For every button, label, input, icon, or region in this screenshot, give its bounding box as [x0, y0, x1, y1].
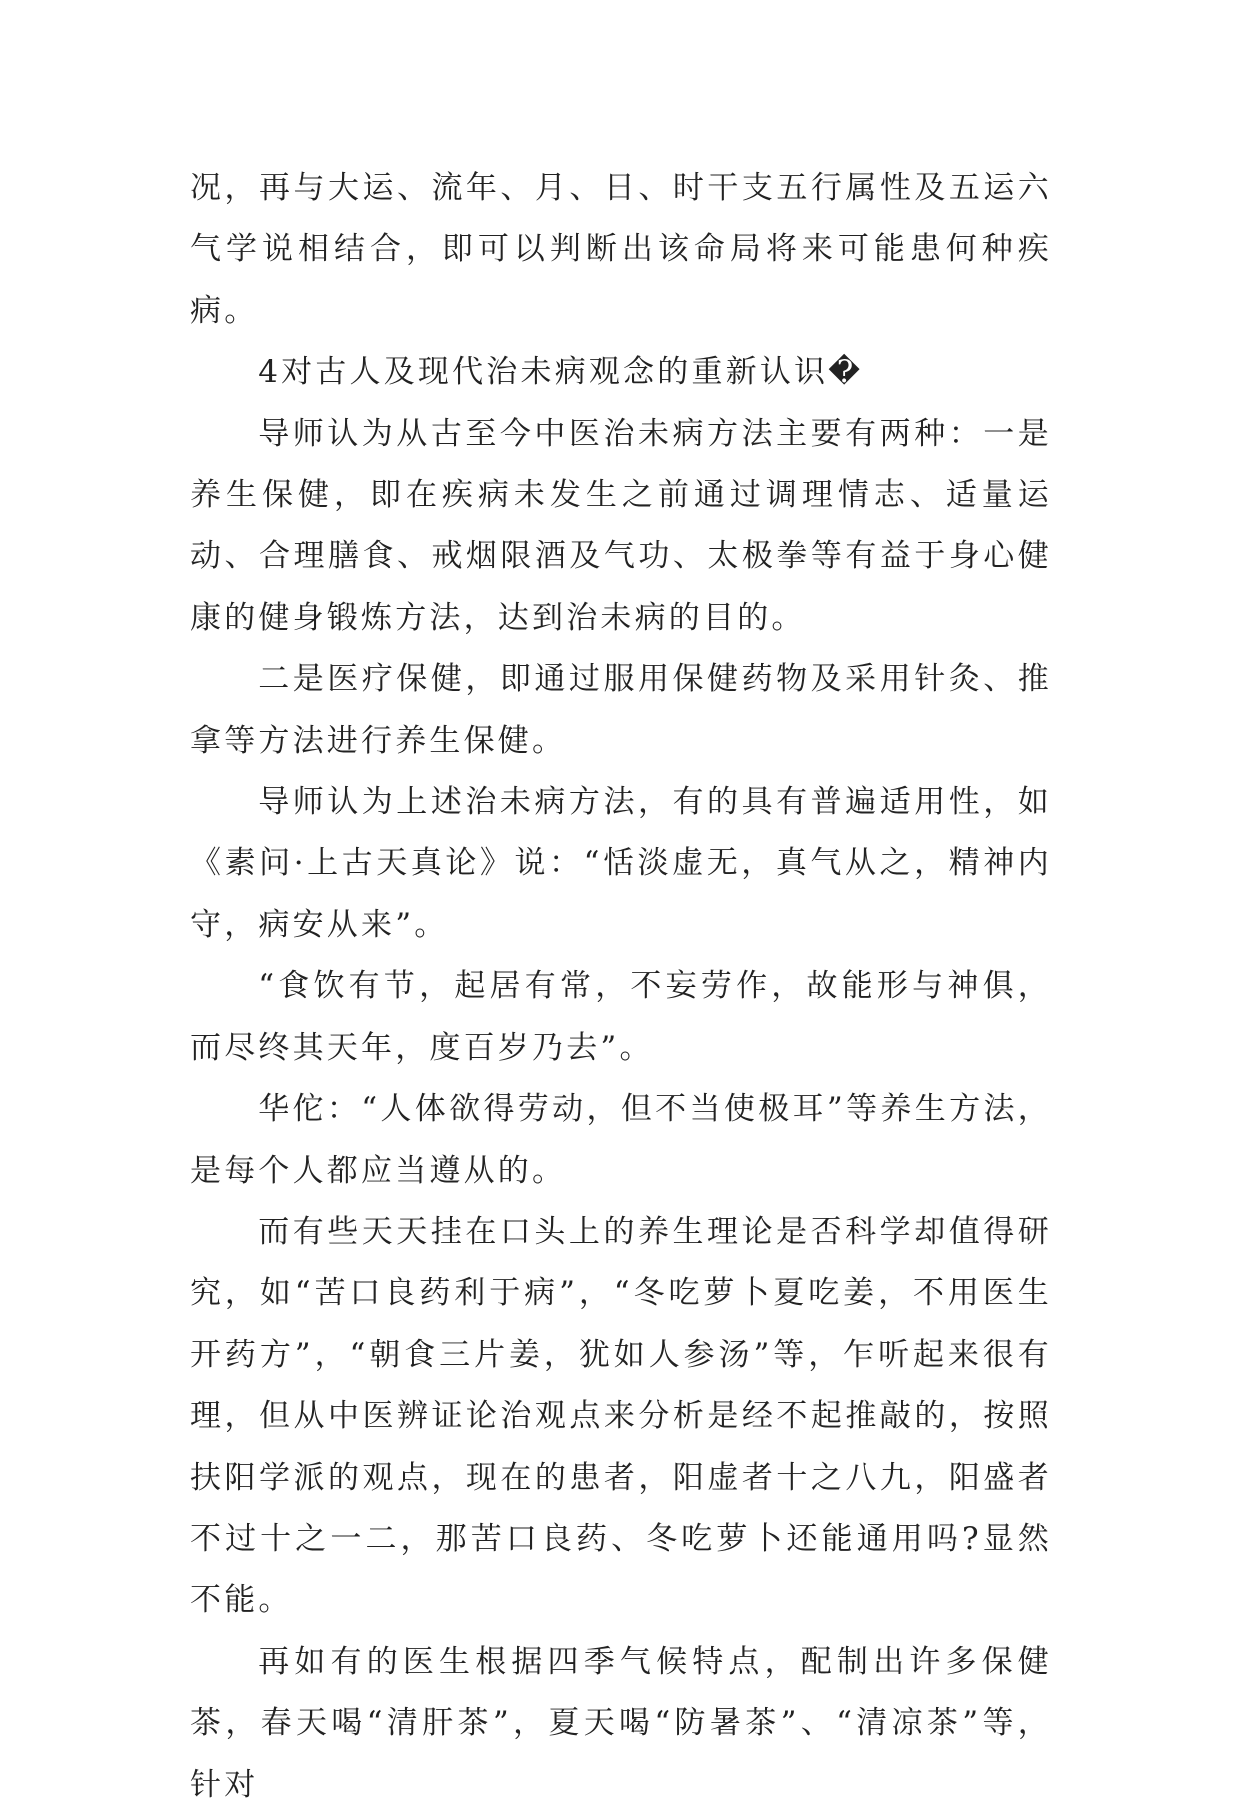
paragraph: 二是医疗保健，即通过服用保健药物及采用针灸、推拿等方法进行养生保健。 — [190, 661, 1052, 759]
paragraph: 导师认为上述治未病方法，有的具有普遍适用性，如《素问·上古天真论》说：“恬淡虚无，真气从之，精神内守，病安从来”。 — [190, 784, 1052, 943]
paragraph: “食饮有节，起居有常，不妄劳作，故能形与神俱，而尽终其天年，度百岁乃去”。 — [190, 968, 1052, 1066]
section-heading: 4对古人及现代治未病观念的重新认识� — [258, 354, 864, 391]
paragraph: 再如有的医生根据四季气候特点，配制出许多保健茶，春天喝“清肝茶”，夏天喝“防暑茶”、“清凉茶”等，针对 — [190, 1643, 1052, 1803]
paragraph: 华佗：“人体欲得劳动，但不当使极耳”等养生方法，是每个人都应当遵从的。 — [190, 1091, 1052, 1189]
paragraph: 而有些天天挂在口头上的养生理论是否科学却值得研究，如“苦口良药利于病”，“冬吃萝卜夏吃姜，不用医生开药方”，“朝食三片姜，犹如人参汤”等，乍听起来很有理，但从中医辨证论治观点来分析是经不起推敲的，按照扶阳学派的观点，现在的患者，阳虚者十之八九，阳盛者不过十之一二，那苦口良药、冬吃萝卜还能通用吗?显然不能。 — [190, 1213, 1052, 1619]
document-body — [190, 158, 1052, 1816]
paragraph: 况，再与大运、流年、月、日、时干支五行属性及五运六气学说相结合，即可以判断出该命局将来可能患何种疾病。 — [190, 170, 1052, 329]
paragraph: 导师认为从古至今中医治未病方法主要有两种：一是养生保健，即在疾病未发生之前通过调理情志、适量运动、合理膳食、戒烟限酒及气功、太极拳等有益于身心健康的健身锻炼方法，达到治未病的目的。 — [190, 415, 1052, 636]
